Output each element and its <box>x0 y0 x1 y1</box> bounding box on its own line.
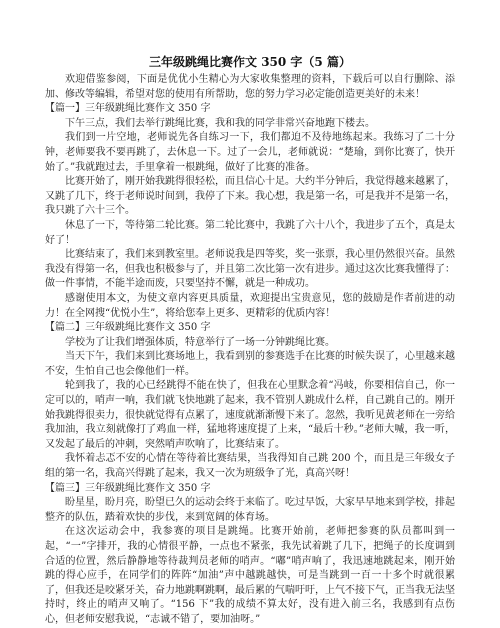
body-paragraph: 感谢使用本文，为使文章内容更具质量，欢迎提出宝贵意见，您的鼓励是作者前进的动力！在全网搜“优悦小生”，将给您奉上更多、更精彩的优质内容！ <box>45 292 455 319</box>
document-title: 三年级跳绳比赛作文 350 字（5 篇） <box>149 55 351 69</box>
body-paragraph: 轮到我了，我的心已经跳得不能在快了，但我在心里默念着“冯岐，你要相信自己，你一定可以的，哨声一响，我们就飞快地跳了起来，我不管别人跳成什么样，自己跳自己的。刚开始我跳得很卖力，很快就觉得有点累了，速度就渐渐慢下来了。忽然，我听见黄老师在一旁给我加油，我立刻就像打了鸡血一样，猛地将速度提了上来，“最后十秒。”老师大喊，我一听，又发起了最后的冲刺，突然哨声吹响了，比赛结束了。 <box>45 380 455 450</box>
body-paragraph: 学校为了让我们增强体质，特意举行了一场一分钟跳绳比赛。 <box>65 336 335 348</box>
body-paragraph: 盼星星，盼月亮，盼望已久的运动会终于来临了。吃过早饭，大家早早地来到学校，排起整齐的队伍，踏着欢快的步伐，来到宽阔的体育场。 <box>45 497 455 523</box>
body-paragraph: 比赛开始了，刚开始我跳得很轻松，而且信心十足。大约半分钟后，我觉得越来越累了，又跳了几下，终于老师说时间到，我停了下来。我心想，我是第一名，可是我并不是第一名，我只跳了六十三个。 <box>45 176 455 217</box>
section-heading: 【篇二】三年级跳绳比赛作文 350 字 <box>45 322 211 334</box>
body-paragraph: 当天下午，我们来到比赛场地上，我看到别的参赛选手在比赛的时候失误了，心里越来越不安，生怕自己也会像他们一样。 <box>45 351 455 377</box>
body-paragraph: 下午三点，我们去举行跳绳比赛，我和我的同学非常兴奋地跑下楼去。 <box>65 117 375 129</box>
body-paragraph: 欢迎借鉴参阅，下面是优优小生精心为大家收集整理的资料，下载后可以自行删除、添加、修改等编辑，希望对您的使用有所帮助，您的努力学习必定能创造更美好的未来！ <box>45 74 455 100</box>
body-paragraph: 比赛结束了，我们来到教室里。老师说我是四等奖，奖一张票，我心里仍然很兴奋。虽然我没有得第一名，但我也积极参与了，并且第二次比第一次有进步。通过这次比赛我懂得了：做一件事情，不能半途而废，只要坚持不懈，就是一种成功。 <box>45 249 455 290</box>
body-paragraph: 我们到一片空地，老师说先各自练习一下，我们都迫不及待地练起来。我练习了二十分钟，老师要我不要再跳了，去休息一下。过了一会儿，老师就说：“楚瑜，到你比赛了，快开始了。”我就跑过去，手里拿着一根跳绳，做好了比赛的准备。 <box>45 132 455 173</box>
section-heading: 【篇一】三年级跳绳比赛作文 350 字 <box>45 103 211 115</box>
body-paragraph: 休息了一下，等待第二轮比赛。第二轮比赛中，我跳了六十八个，我进步了五个，真是太好了！ <box>45 219 455 246</box>
document-body <box>45 73 455 628</box>
section-heading: 【篇三】三年级跳绳比赛作文 350 字 <box>45 482 211 494</box>
body-paragraph: 在这次运动会中，我参赛的项目是跳绳。比赛开始前，老师把参赛的队员都叫到一起，“一”字排开，我的心情很平静，一点也不紧张，我先试着跳了几下，把绳子的长度调到合适的位置，然后静静地等待裁判员老师的哨声。“嘟”哨声响了，我迅速地跳起来，刚开始跳的得心应手，在同学们的阵阵“加油”声中越跳越快，可是当跳到一百一十多个时就很累了，但我还是咬紧牙关，奋力地跳啊跳啊，最后累的气喘吁吁，上气不接下气，正当我无法坚持时，终止的哨声又响了。“156 下”我的成绩不算太好，没有进入前三名，我感到有点伤心，但老师安慰我说，“志诚不错了，要加油呀。” <box>45 526 455 625</box>
body-paragraph: 我怀着忐忑不安的心情在等待着比赛结果，当我得知自己跳 200 个，而且是三年级女子组的第一名，我高兴得跳了起来，我又一次为班级争了光，真高兴呀！ <box>45 453 455 480</box>
